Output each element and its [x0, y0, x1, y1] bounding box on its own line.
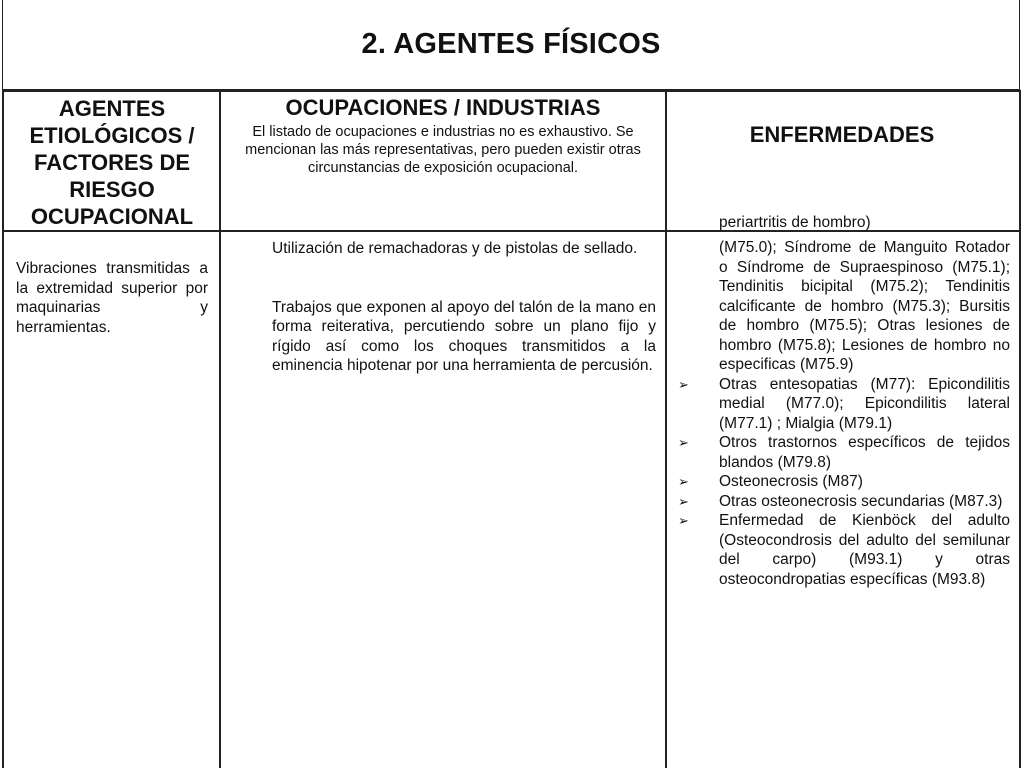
table-right-border — [1019, 90, 1021, 768]
list-item — [676, 433, 1010, 472]
list-item-text: Osteonecrosis (M87) — [719, 473, 863, 490]
occupation-paragraph: Trabajos que exponen al apoyo del talón de la mano en forma reiterativa, percutiendo sobre un plano fijo y rígido así como los choques transmitidos a la eminencia hipotenar por una herramienta de percusión. — [272, 298, 656, 374]
occupation-paragraph: Utilización de remachadoras y de pistolas de sellado. — [272, 240, 638, 257]
title-box — [2, 0, 1020, 90]
header-occupations-title: OCUPACIONES / INDUSTRIAS — [285, 95, 601, 120]
list-item-text: Otras entesopatias (M77): Epicondilitis medial (M77.0); Epicondilitis lateral (M77.1) ; Mialgia (M79.1) — [719, 375, 1010, 432]
diseases-cut-line-text: periartritis de hombro) — [719, 214, 871, 231]
list-item — [676, 492, 1010, 512]
arrow-bullet-icon: ➢ — [678, 435, 689, 450]
header-agents: AGENTES ETIOLÓGICOS / FACTORES DE RIESGO OCUPACIONAL — [29, 96, 195, 229]
arrow-bullet-icon: ➢ — [678, 513, 689, 528]
diseases-continuation: (M75.0); Síndrome de Manguito Rotador o Síndrome de Supraespinoso (M75.1); Tendinitis bicipital (M75.2); Tendinitis calcificante de hombro (M75.3); Bursitis de hombro (M75.5); Otras lesiones de hombro (M75.8); Lesiones de hombro no especificas (M75.9) — [719, 239, 1010, 373]
arrow-bullet-icon: ➢ — [678, 474, 689, 489]
arrow-bullet-icon: ➢ — [678, 376, 689, 392]
page-title: 2. AGENTES FÍSICOS — [361, 28, 661, 60]
list-item — [676, 375, 1010, 434]
list-item-text: Enfermedad de Kienböck del adulto (Osteocondrosis del adulto del semilunar del carpo) (M93.1) y otras osteocondropatias específicas (M93.8) — [719, 512, 1010, 588]
diseases-cut-line — [719, 214, 1009, 233]
table-top-border — [2, 90, 1020, 92]
list-item — [676, 472, 1010, 492]
header-occupations-note: El listado de ocupaciones e industrias no es exhaustivo. Se mencionan las más representativas, pero pueden existir otras circunstancias de exposición ocupacional. — [245, 124, 641, 176]
table-column-divider-2 — [665, 90, 667, 768]
diseases-cell — [676, 238, 1010, 589]
list-item-text: Otros trastornos específicos de tejidos blandos (M79.8) — [719, 434, 1010, 471]
list-item-text: Otras osteonecrosis secundarias (M87.3) — [719, 492, 1003, 510]
arrow-bullet-icon: ➢ — [678, 493, 689, 509]
list-item — [676, 511, 1010, 589]
occupations-cell — [272, 239, 656, 376]
agents-cell: Vibraciones transmitidas a la extremidad superior por maquinarias y herramientas. — [16, 260, 208, 336]
header-diseases: ENFERMEDADES — [749, 122, 935, 147]
